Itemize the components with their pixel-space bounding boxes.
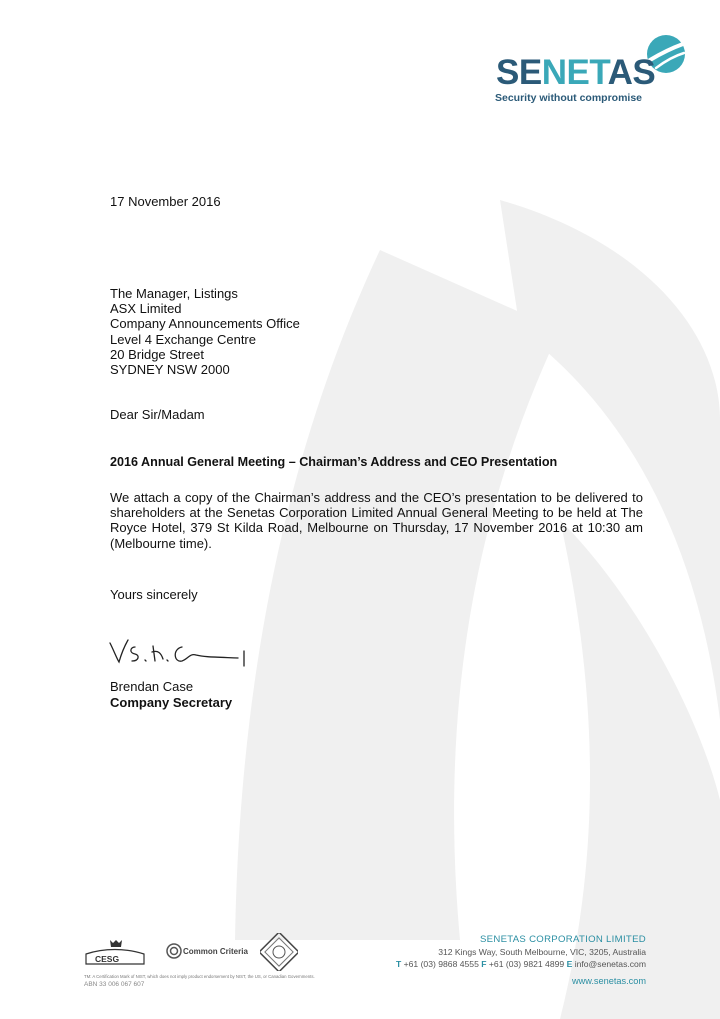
logo-wordmark [496,53,655,93]
signatory-title: Company Secretary [110,695,233,710]
body-paragraph: We attach a copy of the Chairman’s address and the CEO’s presentation to be delivered to shareholders at the Senetas Corporation Limited Annual General Meeting to be held at The Royce Hotel, 379 St Kilda Road, Melbourne on Thursday, 17 November 2016 at 10:30 am (Melbourne time). [110,490,643,551]
email-address[interactable]: info@senetas.com [574,959,646,969]
certification-fine-print: TM: A Certification Mark of NIST, which does not imply product endorsement by NIST, the US, or Canadian Governments. [84,974,315,979]
recipient-line: 20 Bridge Street [110,346,204,362]
logo-part-net: NET [541,53,608,92]
common-criteria-label: Common Criteria [183,947,248,956]
cesg-logo [84,938,146,966]
company-details [396,934,646,987]
logo-part-as: AS [607,53,656,92]
website-link[interactable]: www.senetas.com [571,976,646,986]
recipient-line: The Manager, Listings [110,286,238,301]
subject-line: 2016 Annual General Meeting – Chairman’s Address and CEO Presentation [110,455,558,469]
recipient-line: Level 4 Exchange Centre [110,331,256,347]
salutation: Dear Sir/Madam [110,407,205,422]
cesg-label: CESG [95,954,120,964]
recipient-line: SYDNEY NSW 2000 [110,362,230,378]
email-label: E [566,959,573,969]
common-criteria-icon [166,943,182,959]
logo-tagline: Security without compromise [495,92,643,104]
company-contact [396,958,646,970]
company-name: SENETAS CORPORATION LIMITED [479,934,646,945]
letter-date: 17 November 2016 [110,194,221,209]
phone-number: +61 (03) 9868 4555 [403,959,479,969]
logo-part-se: SE [496,53,542,92]
recipient-address [110,286,300,377]
signature [108,637,248,667]
fax-number: +61 (03) 9821 4899 [488,959,565,969]
company-address: 312 Kings Way, South Melbourne, VIC, 3205, Australia [438,947,646,957]
certification-seal-icon [260,933,298,971]
signatory-name: Brendan Case [110,679,194,694]
recipient-line: ASX Limited [110,301,182,317]
phone-label: T [395,959,402,969]
abn: ABN 33 006 067 607 [84,981,145,988]
fax-label: F [481,959,487,969]
closing: Yours sincerely [110,587,198,602]
senetas-logo [494,34,689,108]
certification-logos [84,933,304,973]
recipient-line: Company Announcements Office [110,316,300,332]
